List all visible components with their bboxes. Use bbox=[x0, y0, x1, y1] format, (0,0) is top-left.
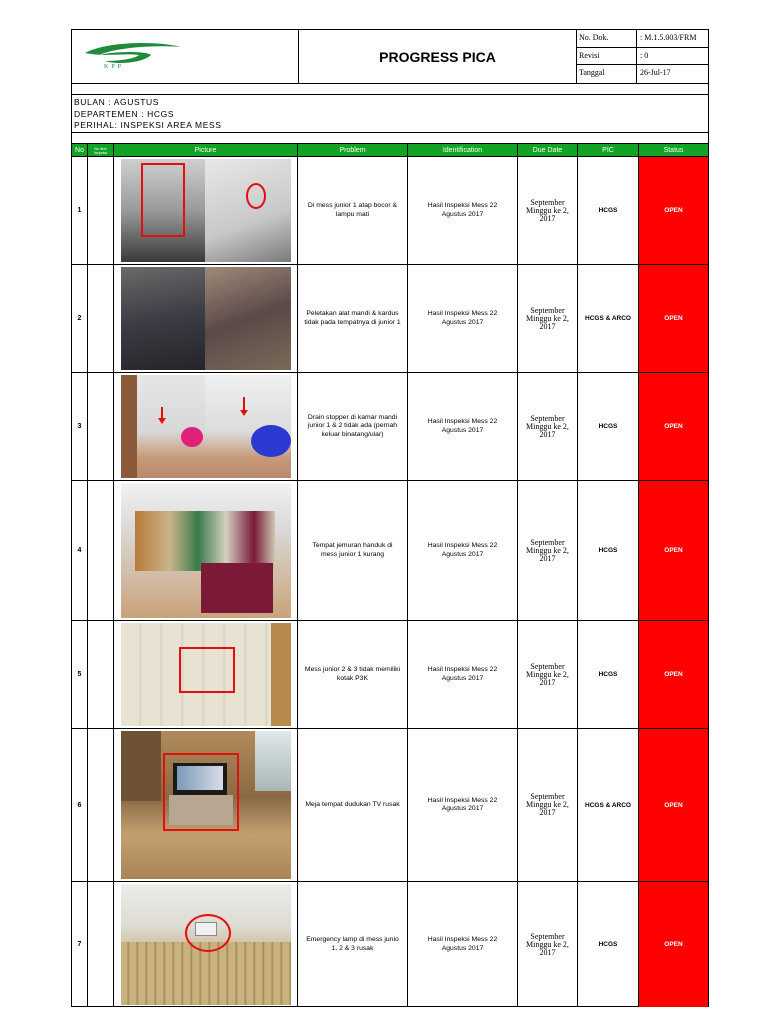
inspection-photo bbox=[121, 884, 291, 1005]
row-due-date: September Minggu ke 2, 2017 bbox=[518, 729, 578, 881]
col-due-date: Due Date bbox=[518, 144, 578, 157]
row-picture bbox=[114, 481, 298, 620]
meta-row-doc bbox=[577, 30, 708, 48]
row-item bbox=[88, 373, 114, 480]
row-pic: HCGS bbox=[578, 373, 639, 480]
inspection-photo bbox=[121, 267, 291, 370]
table-row bbox=[72, 882, 708, 1007]
highlight-box bbox=[141, 163, 185, 237]
row-pic: HCGS bbox=[578, 621, 639, 728]
spacer-row bbox=[72, 133, 708, 144]
status-badge: OPEN bbox=[639, 157, 708, 264]
inspection-photo bbox=[121, 159, 291, 262]
col-picture: Picture bbox=[114, 144, 298, 157]
table-row bbox=[72, 621, 708, 729]
row-identification: Hasil Inspeksi Mess 22 Agustus 2017 bbox=[408, 157, 518, 264]
info-bulan: BULAN : AGUSTUS bbox=[74, 97, 160, 107]
highlight-circle bbox=[185, 914, 231, 952]
row-item bbox=[88, 265, 114, 372]
row-item bbox=[88, 157, 114, 264]
meta-key: Revisi bbox=[577, 48, 637, 65]
row-no: 3 bbox=[72, 373, 88, 480]
row-picture bbox=[114, 373, 298, 480]
row-due-date: September Minggu ke 2, 2017 bbox=[518, 882, 578, 1007]
row-pic: HCGS & ARCO bbox=[578, 729, 639, 881]
row-problem: Tempat jemuran handuk di mess junior 1 kurang bbox=[298, 481, 408, 620]
document-meta bbox=[577, 30, 708, 83]
row-problem: Emergency lamp di mess junio 1, 2 & 3 rusak bbox=[298, 882, 408, 1007]
meta-value: : 0 bbox=[640, 50, 649, 60]
row-problem: Di mess junior 1 atap bocor & lampu mati bbox=[298, 157, 408, 264]
inspection-photo bbox=[121, 623, 291, 726]
row-item bbox=[88, 481, 114, 620]
col-problem: Problem bbox=[298, 144, 408, 157]
row-identification: Hasil Inspeksi Mess 22 Agustus 2017 bbox=[408, 373, 518, 480]
row-problem: Drain stopper di kamar mandi junior 1 & 2 tidak ada (pernah keluar binatang/ular) bbox=[298, 373, 408, 480]
row-no: 7 bbox=[72, 882, 88, 1007]
row-problem: Meja tempat dudukan TV rusak bbox=[298, 729, 408, 881]
inspection-photo bbox=[121, 483, 291, 618]
meta-row-tanggal bbox=[577, 65, 708, 83]
meta-value: : M.1.5.003/FRM bbox=[640, 33, 697, 42]
row-problem: Peletakan alat mandi & kardus tidak pada tempatnya di junior 1 bbox=[298, 265, 408, 372]
row-due-date: September Minggu ke 2, 2017 bbox=[518, 373, 578, 480]
row-picture bbox=[114, 729, 298, 881]
table-row bbox=[72, 481, 708, 621]
row-no: 5 bbox=[72, 621, 88, 728]
row-item bbox=[88, 621, 114, 728]
row-due-date: September Minggu ke 2, 2017 bbox=[518, 481, 578, 620]
arrow-icon bbox=[161, 407, 163, 419]
highlight-box bbox=[163, 753, 239, 831]
row-picture bbox=[114, 265, 298, 372]
status-badge: OPEN bbox=[639, 481, 708, 620]
row-problem: Mess junior 2 & 3 tidak memiliki kotak P3K bbox=[298, 621, 408, 728]
meta-row-revisi bbox=[577, 48, 708, 66]
row-identification: Hasil Inspeksi Mess 22 Agustus 2017 bbox=[408, 621, 518, 728]
row-identification: Hasil Inspeksi Mess 22 Agustus 2017 bbox=[408, 481, 518, 620]
info-block bbox=[72, 95, 708, 133]
status-badge: OPEN bbox=[639, 882, 708, 1007]
row-no: 6 bbox=[72, 729, 88, 881]
arrow-icon bbox=[243, 397, 245, 411]
row-no: 1 bbox=[72, 157, 88, 264]
page-title: PROGRESS PICA bbox=[299, 30, 577, 83]
meta-key: No. Dok. bbox=[577, 30, 637, 47]
info-perihal: PERIHAL: INSPEKSI AREA MESS bbox=[74, 120, 222, 130]
spacer-row bbox=[72, 84, 708, 95]
row-item bbox=[88, 882, 114, 1007]
table-row bbox=[72, 265, 708, 373]
status-badge: OPEN bbox=[639, 265, 708, 372]
row-pic: HCGS & ARCO bbox=[578, 265, 639, 372]
inspection-photo bbox=[121, 375, 291, 478]
inspection-photo bbox=[121, 731, 291, 879]
row-pic: HCGS bbox=[578, 882, 639, 1007]
col-identification: Identification bbox=[408, 144, 518, 157]
status-badge: OPEN bbox=[639, 729, 708, 881]
info-departemen: DEPARTEMEN : HCGS bbox=[74, 108, 175, 119]
col-status: Status bbox=[663, 147, 684, 154]
row-item bbox=[88, 729, 114, 881]
row-due-date: September Minggu ke 2, 2017 bbox=[518, 621, 578, 728]
col-item: No Item Inspeksi bbox=[88, 144, 114, 157]
meta-value: 26-Jul-17 bbox=[640, 68, 671, 78]
col-pic: PIC bbox=[578, 144, 639, 157]
table-header bbox=[72, 144, 708, 157]
logo-text: KPP bbox=[104, 64, 125, 70]
row-pic: HCGS bbox=[578, 481, 639, 620]
table-row bbox=[72, 157, 708, 265]
row-picture bbox=[114, 157, 298, 264]
pica-sheet bbox=[71, 29, 709, 1007]
status-badge: OPEN bbox=[639, 373, 708, 480]
row-identification: Hasil Inspeksi Mess 22 Agustus 2017 bbox=[408, 882, 518, 1007]
row-identification: Hasil Inspeksi Mess 22 Agustus 2017 bbox=[408, 265, 518, 372]
row-no: 2 bbox=[72, 265, 88, 372]
row-pic: HCGS bbox=[578, 157, 639, 264]
highlight-circle bbox=[246, 183, 266, 209]
row-due-date: September Minggu ke 2, 2017 bbox=[518, 265, 578, 372]
status-badge: OPEN bbox=[639, 621, 708, 728]
row-picture bbox=[114, 621, 298, 728]
meta-key: Tanggal bbox=[577, 65, 637, 83]
col-no: No bbox=[72, 144, 88, 157]
table-row bbox=[72, 373, 708, 481]
company-logo bbox=[72, 30, 299, 83]
kpp-logo-icon bbox=[77, 39, 187, 75]
row-no: 4 bbox=[72, 481, 88, 620]
document-header bbox=[72, 30, 708, 84]
table-row bbox=[72, 729, 708, 882]
row-identification: Hasil Inspeksi Mess 22 Agustus 2017 bbox=[408, 729, 518, 881]
row-due-date: September Minggu ke 2, 2017 bbox=[518, 157, 578, 264]
highlight-box bbox=[179, 647, 235, 693]
row-picture bbox=[114, 882, 298, 1007]
